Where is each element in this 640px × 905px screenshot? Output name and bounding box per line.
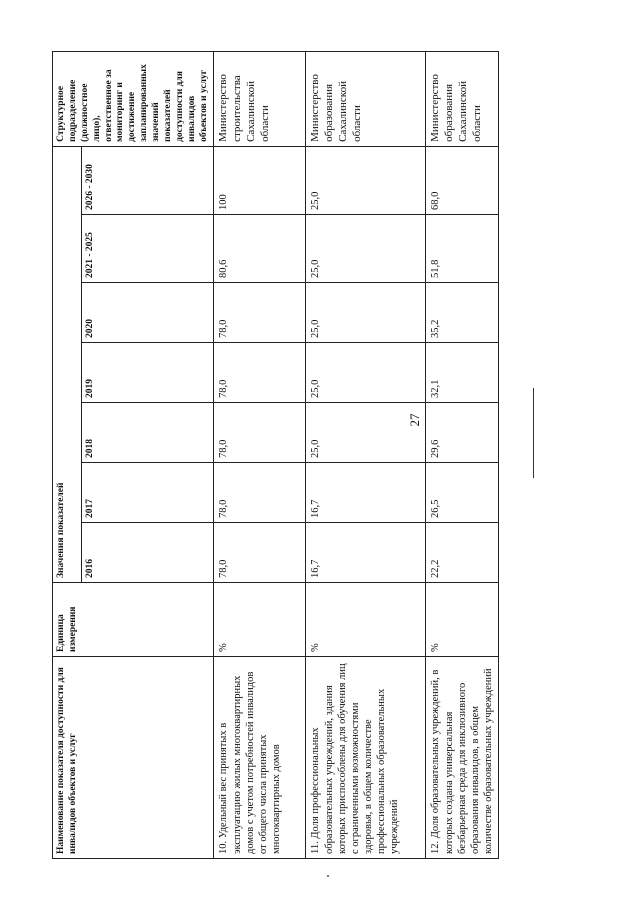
- table-row: [426, 51, 499, 858]
- indicator-value: 32,1: [426, 343, 499, 403]
- indicator-unit: %: [214, 583, 306, 657]
- header-indicator-name: Наименование показателя доступности для инвалидов объектов и услуг: [53, 657, 214, 859]
- indicator-name: 11. Доля профессиональных образовательных учреждений, здания которых приспособлены для обучения лиц с ограниченными возможностями здоровья, в общем количестве профессиональных образовательных учреждений: [306, 657, 426, 859]
- indicator-value: 25,0: [306, 403, 426, 463]
- indicator-value: 29,6: [426, 403, 499, 463]
- indicator-value: 68,0: [426, 146, 499, 214]
- responsible-department: Министерство образования Сахалинской области: [426, 51, 499, 146]
- header-year: 2016: [82, 523, 214, 583]
- header-year: 2017: [82, 463, 214, 523]
- responsible-department: Министерство строительства Сахалинской области: [214, 51, 306, 146]
- indicator-value: 35,2: [426, 283, 499, 343]
- header-unit: Единица измерения: [53, 583, 214, 657]
- header-year: 2021 - 2025: [82, 215, 214, 283]
- indicator-value: 51,8: [426, 215, 499, 283]
- indicator-value: 22,2: [426, 523, 499, 583]
- indicator-value: 78,0: [214, 403, 306, 463]
- indicator-value: 26,5: [426, 463, 499, 523]
- indicator-value: 16,7: [306, 463, 426, 523]
- indicator-unit: %: [426, 583, 499, 657]
- indicator-name: 10. Удельный вес принятых в эксплуатацию жилых многоквартирных домов с учетом потребностей инвалидов от общего числа принятых многоквартирных домов: [214, 657, 306, 859]
- header-year: 2019: [82, 343, 214, 403]
- indicator-value: 25,0: [306, 146, 426, 214]
- indicator-value: 78,0: [214, 523, 306, 583]
- indicator-value: 25,0: [306, 215, 426, 283]
- indicator-table-container: [52, 52, 494, 859]
- header-year: 2018: [82, 403, 214, 463]
- indicator-value: 78,0: [214, 343, 306, 403]
- indicator-value: 25,0: [306, 283, 426, 343]
- indicator-unit: %: [306, 583, 426, 657]
- indicator-value: 78,0: [214, 463, 306, 523]
- header-values-group: Значения показателей: [53, 146, 82, 582]
- indicator-value: 25,0: [306, 343, 426, 403]
- table-row: [306, 51, 426, 858]
- header-year: 2020: [82, 283, 214, 343]
- header-year: 2026 - 2030: [82, 146, 214, 214]
- table-row: [214, 51, 306, 858]
- indicator-value: 16,7: [306, 523, 426, 583]
- page-number: 27: [407, 413, 422, 427]
- header-responsible: Структурное подразделение (должностное лицо), ответственное за мониторинг и достижение запланированных значений показателей доступности для инвалидов объектов и услуг: [53, 51, 214, 146]
- responsible-department: Министерство образования Сахалинской области: [306, 51, 426, 146]
- indicator-value: 78,0: [214, 283, 306, 343]
- indicator-value: 100: [214, 146, 306, 214]
- indicator-name: 12. Доля образовательных учреждений, в которых создана универсальная безбарьерная среда для инклюзивного образования инвалидов, в общем количестве образовательных учреждений: [426, 657, 499, 859]
- indicator-table: [52, 51, 499, 859]
- margin-line: [533, 388, 534, 478]
- scan-dot: [327, 875, 329, 877]
- indicator-value: 80,6: [214, 215, 306, 283]
